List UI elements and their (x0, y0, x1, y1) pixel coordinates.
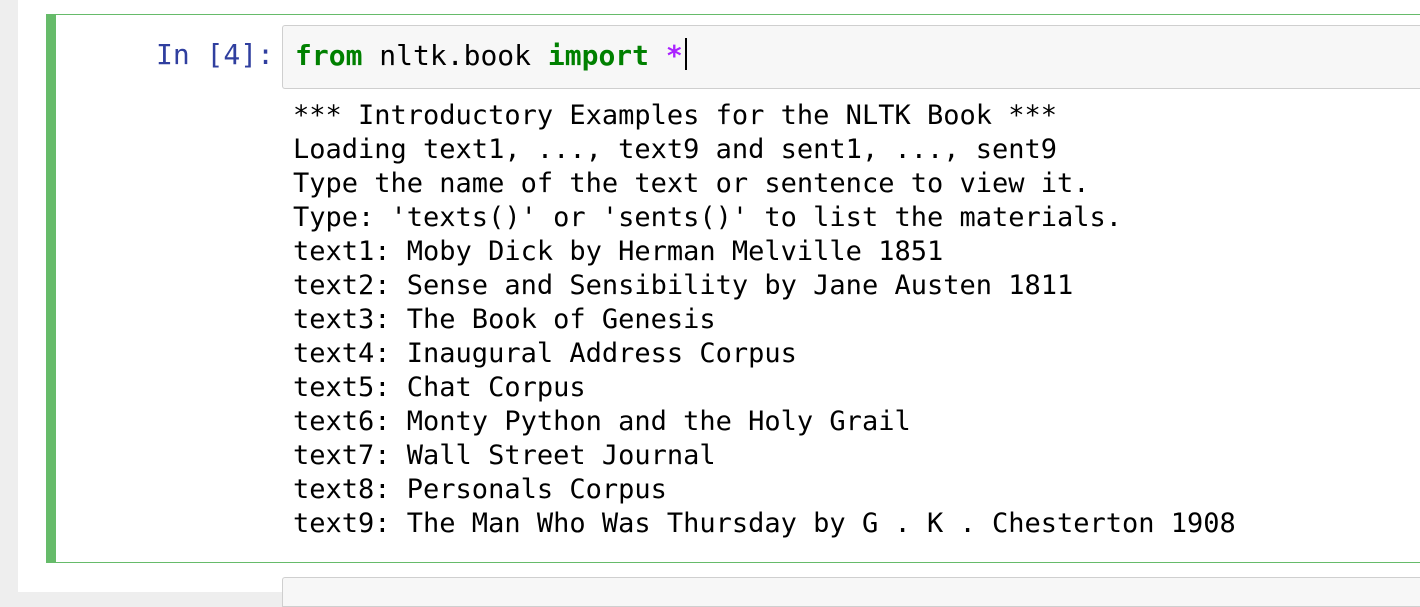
notebook-container (18, 0, 1420, 592)
output-line: text1: Moby Dick by Herman Melville 1851 (293, 236, 944, 267)
output-line: text6: Monty Python and the Holy Grail (293, 406, 911, 437)
output-line: text2: Sense and Sensibility by Jane Austen 1811 (293, 270, 1074, 301)
output-line: text8: Personals Corpus (293, 474, 667, 505)
output-line: Type: 'texts()' or 'sents()' to list the materials. (293, 202, 1123, 233)
output-line: text5: Chat Corpus (293, 372, 586, 403)
output-line: text7: Wall Street Journal (293, 440, 716, 471)
code-cell-selected[interactable] (46, 14, 1420, 563)
output-line: Type the name of the text or sentence to view it. (293, 168, 1090, 199)
module-name: nltk.book (362, 39, 548, 72)
input-prompt: In [4]: (155, 38, 274, 71)
output-line: *** Introductory Examples for the NLTK Book *** (293, 100, 1058, 131)
next-code-cell-input[interactable] (282, 577, 1420, 607)
keyword-from: from (295, 39, 363, 72)
output-line: text9: The Man Who Was Thursday by G . K . Chesterton 1908 (293, 508, 1236, 539)
text-cursor (685, 38, 687, 70)
keyword-import: import (547, 39, 650, 72)
cell-output (293, 99, 1413, 541)
code-input-editor[interactable] (282, 25, 1420, 89)
wildcard-operator: * (665, 39, 683, 72)
code-space (649, 39, 666, 72)
output-line: Loading text1, ..., text9 and sent1, ..., sent9 (293, 134, 1058, 165)
output-line: text3: The Book of Genesis (293, 304, 716, 335)
output-line: text4: Inaugural Address Corpus (293, 338, 797, 369)
code-line[interactable] (295, 38, 687, 74)
